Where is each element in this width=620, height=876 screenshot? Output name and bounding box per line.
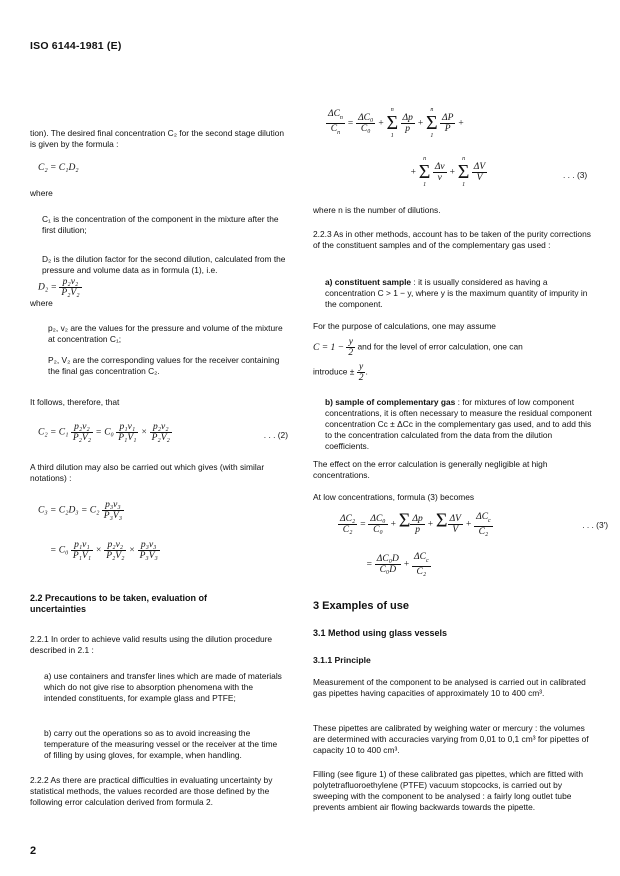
equation-2-number: . . . (2)	[263, 430, 288, 440]
section-3-1-1-heading: 3.1.1 Principle	[313, 655, 371, 665]
document-header: ISO 6144-1981 (E)	[30, 40, 122, 52]
item-a-containers: a) use containers and transfer lines which are made of materials which do not give rise to absorption phenomena with the intended constituents, for example glass and PTFE;	[44, 671, 282, 703]
page-number: 2	[30, 845, 37, 857]
equation-d2	[38, 277, 82, 298]
principle-paragraph-3: Filling (see figure 1) of these calibrated gas pipettes, which are fitted with polytetrafluoroethylene (PTFE) vacuum stopcocks, is carried out by sweeping with the component to be analysed : a fairly long outlet tube prevents ambient air flowing backwards towards the pipette.	[313, 769, 583, 812]
equation-2: C₂ = C₁ $\frac{\text{p₂v₂}}{\text{P₂V₂}}$ = C₀ $\frac{\text{p₁v₁}}{\text{P₁V₁}}$ × $\frac{\text{p₂v₂}}{\text{P₂V₂}}$ . . . (2)	[38, 422, 288, 443]
where-label: where	[30, 188, 53, 198]
item-a-label: a) constituent sample	[325, 277, 412, 287]
where-n-text: where n is the number of dilutions.	[313, 205, 441, 215]
definition-P2V2: P₂, V₂ are the corresponding values for the receiver containing the final gas concentration C₂.	[48, 355, 280, 376]
where-label-2: where	[30, 298, 53, 308]
equation-c3: C₃ = C₂D₃ = C₂ $\frac{\text{p₃v₃}}{\text{P₃V₃}}$	[38, 500, 122, 521]
follows-text: It follows, therefore, that	[30, 397, 120, 407]
equation-c3-expanded: = C₀ $\frac{\text{p₁v₁}}{\text{P₁V₁}}$ × $\frac{\text{p₂v₂}}{\text{P₂V₂}}$ × $\frac{\text{p₃v₃}}{\text{P₃V₃}}$	[50, 540, 158, 561]
item-b-text: : for mixtures of low component concentrations, it is often necessary to measure the residual component concentration Cс ± ΔCс in the complementary gas used, and to add this to the concentration calculated from the data from the dilution coefficients.	[325, 397, 592, 451]
purpose-text-2: and for the level of error calculation, one can	[357, 341, 523, 352]
introduce-text: introduce ±	[313, 366, 355, 377]
definition-p2v2: p₂, v₂ are the values for the pressure and volume of the mixture at concentration C₁;	[48, 323, 283, 344]
equation-3-prime-cont: = $\frac{\text{ΔC₀D}}{\text{C₀D}}$ + $\frac{\Delta C_c}{\text{C₂}}$	[366, 552, 429, 577]
section-3-heading: 3 Examples of use	[313, 600, 409, 612]
principle-paragraph-1: Measurement of the component to be analysed is carried out in calibrated gas pipettes having capacities of approximately 10 to 400 cm³.	[313, 677, 586, 698]
equation-3: $\frac{\Delta C_n}{C_n}$ = $\frac{\text{ΔC₀}}{\text{C₀}}$ + n Σ 1 $\frac{\Delta p}{p}$ + n Σ 1 $\frac{\Delta P}{P}$ +	[328, 107, 465, 139]
equation-3-number: . . . (3)	[563, 170, 588, 180]
equation-3-cont: + n Σ 1 $\frac{\Delta v}{v}$ + n Σ 1 $\frac{\Delta V}{V}$	[410, 156, 486, 188]
item-a-constituent-sample	[313, 277, 593, 310]
equation-3-prime: $\frac{\text{ΔC₂}}{\text{C₂}}$ = $\frac{\text{ΔC₀}}{\text{C₀}}$ + Σ $\frac{\Delta p}{p}$ + Σ $\frac{\Delta V}{V}$ + $\frac{\Delta C_c}{\text{C₂}}$ . . . (3′)	[340, 509, 608, 537]
third-dilution-text: A third dilution may also be carried out which gives (with similar notations) :	[30, 462, 265, 483]
definition-c1: C₁ is the concentration of the component in the mixture after the first dilution;	[42, 214, 279, 235]
item-b-complementary-gas	[313, 397, 593, 452]
section-3-1-heading: 3.1 Method using glass vessels	[313, 628, 448, 638]
item-b-label: b) sample of complementary gas	[325, 397, 456, 407]
item-b-temperature: b) carry out the operations so as to avoid increasing the temperature of the measuring vessel or the receiver at the time of filling by using gloves, for example, when handling.	[44, 728, 278, 760]
equation-d2-lhs: D₂ =	[38, 282, 57, 293]
effect-text: The effect on the error calculation is generally negligible at high concentrations.	[313, 459, 548, 480]
equation-3-prime-number: . . . (3′)	[582, 520, 608, 530]
equation-c2: C₂ = C₁D₂	[38, 163, 79, 173]
section-2-2-3: 2.2.3 As in other methods, account has to be taken of the purity corrections of the constituent samples and of the complementary gas used :	[313, 229, 591, 250]
item-a-text: : it is usually considered as having a concentration C > 1 − y, where y is the maximum quantity of impurity in the component.	[325, 277, 588, 309]
section-2-2-1: 2.2.1 In order to achieve valid results using the dilution procedure described in 2.1 :	[30, 634, 273, 655]
intro-paragraph: tion). The desired final concentration C₂ for the second stage dilution is given by the formula :	[30, 128, 285, 149]
section-2-2-heading: 2.2 Precautions to be taken, evaluation of	[30, 593, 208, 603]
low-concentration-text: At low concentrations, formula (3) becomes	[313, 492, 475, 502]
purpose-equation-line: C = 1 − $\frac{y}{2}$ and for the level of error calculation, one can	[313, 337, 523, 358]
section-2-2-2: 2.2.2 As there are practical difficulties in evaluating uncertainty by statistical methods, the values recorded are those defined by the following error calculation derived from formula 2.	[30, 775, 273, 807]
definition-d2: D₂ is the dilution factor for the second dilution, calculated from the pressure and volume data as in formula (1), i.e.	[42, 254, 286, 275]
introduce-line: introduce ± $\frac{y}{2}$ .	[313, 362, 368, 383]
principle-paragraph-2: These pipettes are calibrated by weighing water or mercury : the volumes are determined with accuracies varying from 0,01 to 0,1 cm³ for pipettes of capacity 10 to 400 cm³.	[313, 723, 589, 755]
purpose-text: For the purpose of calculations, one may assume	[313, 321, 496, 331]
fraction-p2v2-over-P2V2: $\frac{\text{p₂v₂}}{\text{P₂V₂}}$	[61, 277, 80, 298]
section-2-2-heading-cont: uncertainties	[30, 604, 87, 614]
